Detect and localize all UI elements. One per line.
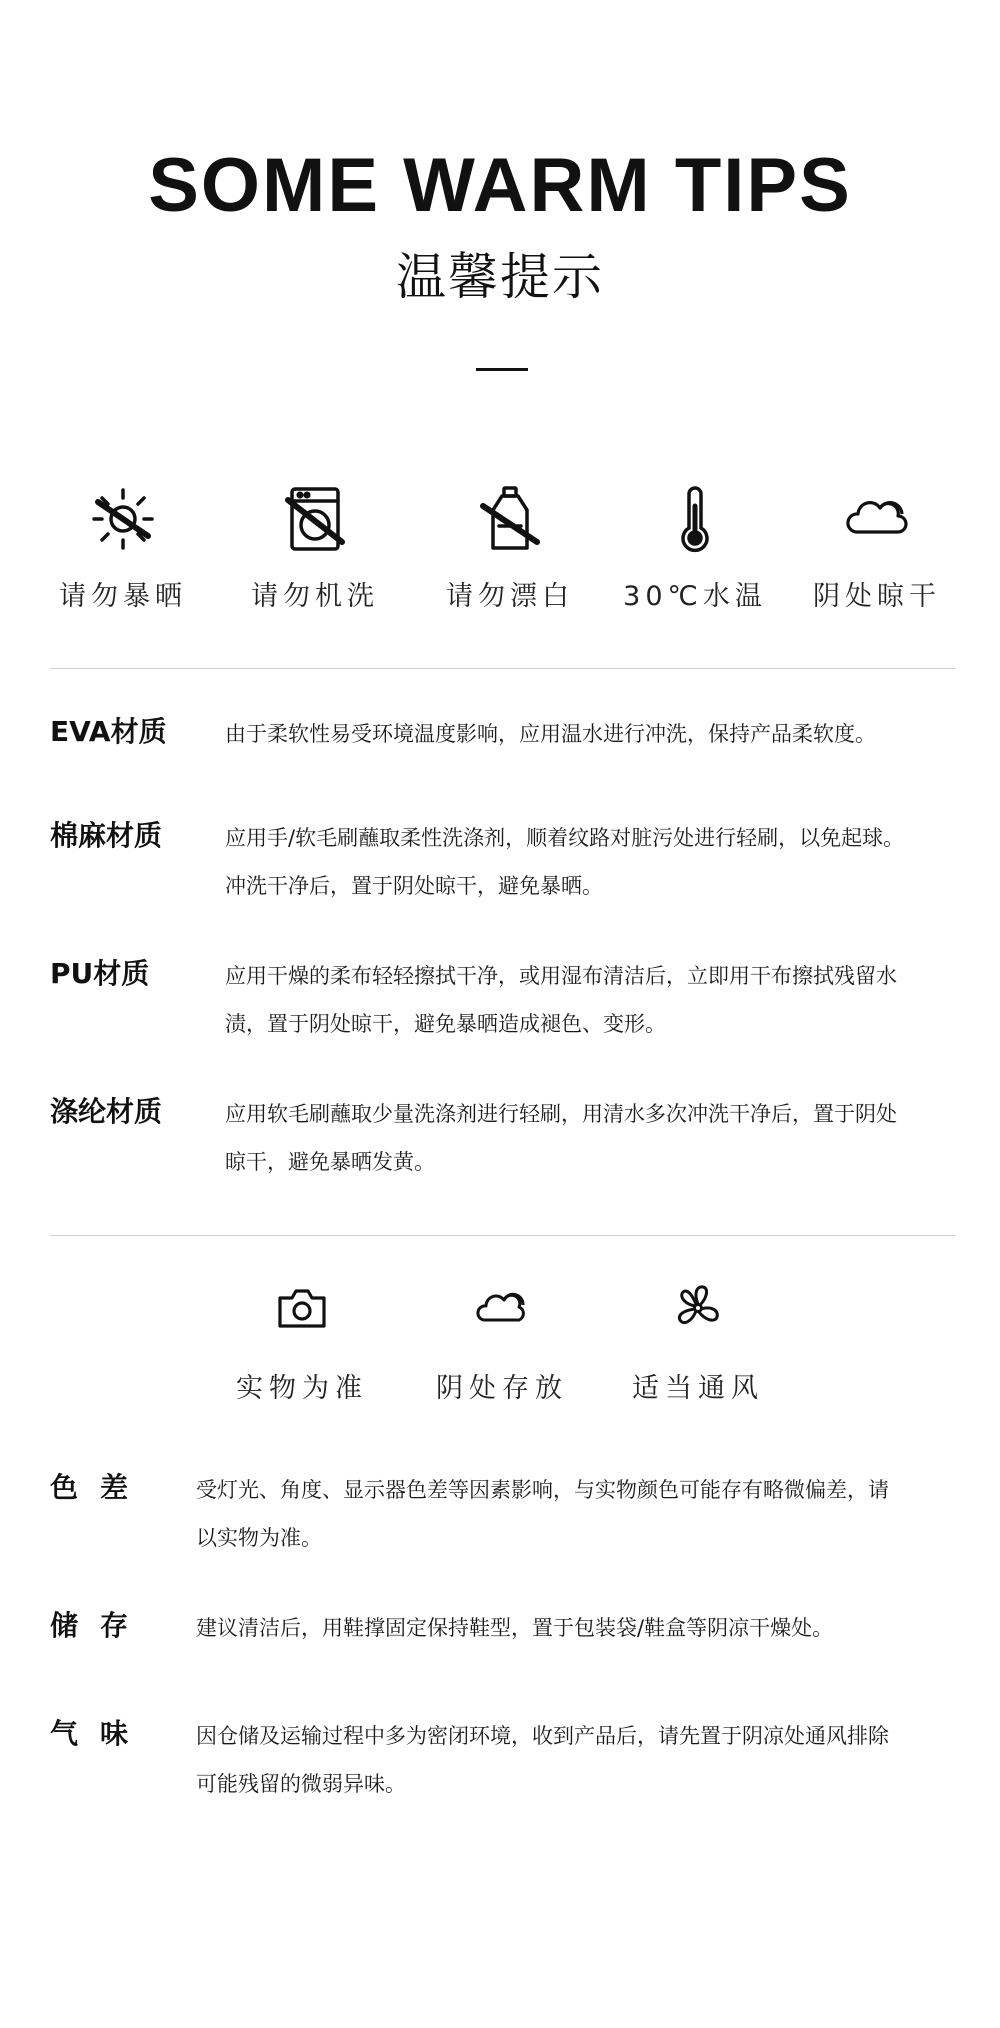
- note-title: 色差: [50, 1471, 151, 1504]
- no-sun-icon: [88, 484, 158, 554]
- title-divider: [476, 368, 528, 371]
- storage-item-actual: [202, 1280, 402, 1405]
- material-description: [225, 952, 960, 1048]
- page-title-en: SOME WARM TIPS: [148, 143, 852, 228]
- note-line: 可能残留的微弱异味。: [196, 1772, 406, 1796]
- material-description: [225, 1090, 960, 1186]
- care-item-no-sun: [28, 484, 218, 613]
- storage-label: 适当通风: [632, 1373, 764, 1404]
- page-title-cn: 温馨提示: [396, 248, 604, 306]
- note-line: 以实物为准。: [196, 1526, 322, 1550]
- storage-icons-row: [200, 1280, 800, 1420]
- care-label: 请勿漂白: [446, 581, 574, 612]
- care-item-no-machine-wash: [220, 484, 410, 613]
- care-label: 阴处晾干: [813, 581, 941, 612]
- material-line: 渍，置于阴处晾干，避免暴晒造成褪色、变形。: [225, 1012, 666, 1036]
- material-line: 晾干，避免暴晒发黄。: [225, 1150, 435, 1174]
- note-description: [196, 1712, 956, 1808]
- material-line: 应用干燥的柔布轻轻擦拭干净，或用湿布清洁后，立即用干布擦拭残留水: [225, 964, 897, 988]
- material-line: 应用软毛刷蘸取少量洗涤剂进行轻刷，用清水多次冲洗干净后，置于阴处: [225, 1102, 897, 1126]
- material-title: EVA材质: [50, 715, 167, 748]
- material-description: [225, 710, 960, 758]
- care-icons-row: [30, 484, 970, 624]
- cloud-icon: [474, 1280, 530, 1336]
- camera-icon: [274, 1280, 330, 1336]
- care-item-water-temp: [600, 484, 790, 613]
- storage-item-shade: [402, 1280, 602, 1405]
- storage-item-ventilation: [598, 1280, 798, 1405]
- note-line: 受灯光、角度、显示器色差等因素影响，与实物颜色可能存有略微偏差，请: [196, 1478, 889, 1502]
- note-description: [196, 1466, 956, 1562]
- note-title: 气味: [50, 1717, 151, 1750]
- material-title: PU材质: [50, 957, 150, 990]
- section-divider: [50, 1235, 956, 1236]
- note-line: 因仓储及运输过程中多为密闭环境，收到产品后，请先置于阴凉处通风排除: [196, 1724, 889, 1748]
- no-bleach-icon: [475, 484, 545, 554]
- material-title: 棉麻材质: [50, 819, 163, 852]
- material-title: 涤纶材质: [50, 1095, 163, 1128]
- care-item-no-bleach: [415, 484, 605, 613]
- no-machine-wash-icon: [280, 484, 350, 554]
- note-line: 建议清洁后，用鞋撑固定保持鞋型，置于包装袋/鞋盒等阴凉干燥处。: [196, 1616, 834, 1640]
- care-label: 请勿暴晒: [59, 581, 187, 612]
- care-item-shade-dry: [782, 484, 972, 613]
- material-line: 由于柔软性易受环境温度影响，应用温水进行冲洗，保持产品柔软度。: [225, 722, 876, 746]
- cloud-icon: [842, 484, 912, 554]
- material-line: 应用手/软毛刷蘸取柔性洗涤剂，顺着纹路对脏污处进行轻刷，以免起球。: [225, 826, 905, 850]
- thermometer-icon: [660, 484, 730, 554]
- storage-label: 阴处存放: [436, 1373, 568, 1404]
- fan-icon: [670, 1280, 726, 1336]
- note-title: 储存: [50, 1609, 151, 1642]
- material-description: [225, 814, 960, 910]
- note-description: [196, 1604, 956, 1652]
- section-divider: [50, 668, 956, 669]
- care-label: 请勿机洗: [251, 581, 379, 612]
- material-line: 冲洗干净后，置于阴处晾干，避免暴晒。: [225, 874, 603, 898]
- storage-label: 实物为准: [236, 1373, 368, 1404]
- care-label: 30℃水温: [623, 581, 767, 612]
